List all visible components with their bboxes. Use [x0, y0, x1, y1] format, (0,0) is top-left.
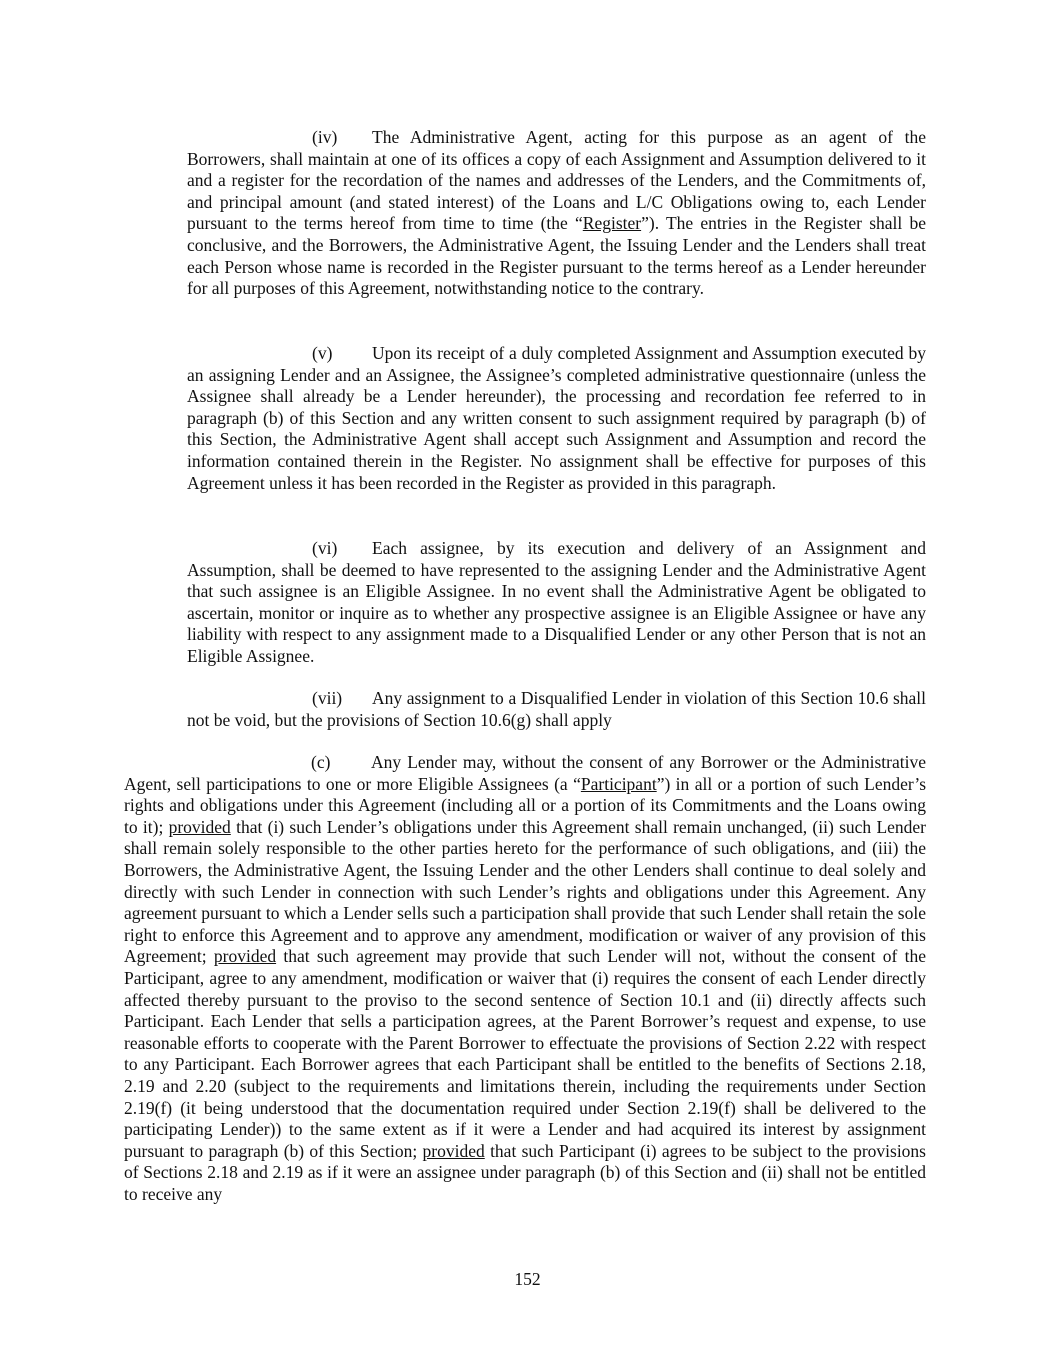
paragraph-vi-text: Each assignee, by its execution and delivery of an Assignment and Assumption, shall be deemed to have represented to the assigning Lender and the Administrative Agent that such assignee is an Eligible Assignee. In no event shall the Administrative Agent be obligated to ascertain, monitor or inquire as to whether any prospective assignee is an Eligible Assignee or have any liability with respect to any assignment made to a Disqualified Lender or any other Person that is not an Eligible Assignee. — [187, 538, 926, 666]
paragraph-vii-text: Any assignment to a Disqualified Lender in violation of this Section 10.6 shall not be void, but the provisions of Section 10.6(g) shall apply — [187, 688, 926, 730]
provided-term: provided — [422, 1140, 485, 1161]
paragraph-marker-v: (v) — [312, 343, 333, 363]
paragraph-c-text-4: that such agreement may provide that such Lender will not, without the consent of the Participant, agree to any amendment, modification or waiver that (i) requires the consent of each Lender directly affected thereby pursuant to the proviso to the second sentence of Section 10.1 and (ii) directly affects such Participant. Each Lender that sells a participation agrees, at the Parent Borrower’s request and expense, to use reasonable efforts to cooperate with the Parent Borrower to effectuate the provisions of Section 2.22 with respect to any Participant. Each Borrower agrees that each Participant shall be entitled to the benefits of Sections 2.18, 2.19 and 2.20 (subject to the requirements and limitations therein, including the requirements under Section 2.19(f) (it being understood that the documentation required under Section 2.19(f) shall be delivered to the participating Lender)) to the same extent as if it were a Lender and had acquired its interest by assignment pursuant to paragraph (b) of this Section; — [124, 946, 926, 1161]
paragraph-marker-vi: (vi) — [312, 538, 338, 558]
paragraph-marker-iv: (iv) — [312, 127, 338, 147]
paragraph-c-text-5: that such Participant (i) agrees to be subject to the provisions of Sections 2.18 and 2.19 as if it were an assignee under paragraph (b) of this Section and (ii) shall not be entitled to receive any — [124, 1140, 926, 1204]
defined-term-participant: Participant — [580, 773, 657, 794]
paragraph-marker-c: (c) — [311, 752, 331, 772]
paragraph-marker-vii: (vii) — [312, 688, 343, 708]
paragraph-v-text: Upon its receipt of a duly completed Assignment and Assumption executed by an assigning Lender and an Assignee, the Assignee’s completed administrative questionnaire (unless the Assignee shall already be a Lender hereunder), the processing and recordation fee referred to in paragraph (b) of this Section and any written consent to such assignment required by paragraph (b) of this Section, the Administrative Agent shall accept such Assignment and Assumption and record the information contained therein in the Register. No assignment shall be effective for purposes of this Agreement unless it has been recorded in the Register as provided in this paragraph. — [187, 343, 926, 493]
page-number: 152 — [514, 1269, 541, 1289]
paragraph-iv — [187, 127, 926, 300]
defined-term-register: Register — [582, 213, 642, 234]
paragraph-c — [124, 752, 926, 1205]
paragraph-iv-text-1: The Administrative Agent, acting for this purpose as an agent of the Borrowers, shall maintain at one of its offices a copy of each Assignment and Assumption delivered to it and a register for the recordation of the names and addresses of the Lenders, and the Commitments of, and principal amount (and stated interest) of the Loans and L/C Obligations owing to, each Lender pursuant to the terms hereof from time to time (the “ — [187, 127, 926, 234]
provided-term: provided — [213, 946, 277, 967]
paragraph-vi — [187, 538, 926, 668]
paragraph-iv-text-2: ”). The entries in the Register shall be conclusive, and the Borrowers, the Administrative Agent, the Issuing Lender and the Lenders shall treat each Person whose name is recorded in the Register pursuant to the terms hereof as a Lender hereunder for all purposes of this Agreement, notwithstanding notice to the contrary. — [187, 213, 926, 299]
paragraph-c-text-1: Any Lender may, without the consent of any Borrower or the Administrative Agent, sell participations to one or more Eligible Assignees (a “ — [124, 752, 926, 794]
provided-term: provided — [168, 816, 231, 837]
paragraph-c-text-2: ”) in all or a portion of such Lender’s rights and obligations under this Agreement (including all or a portion of its Commitments and the Loans owing to it); — [124, 773, 926, 837]
paragraph-c-text-3: that (i) such Lender’s obligations under this Agreement shall remain unchanged, (ii) such Lender shall remain solely responsible to the other parties hereto for the performance of such obligations, and (iii) the Borrowers, the Administrative Agent, the Issuing Lender and the other Lenders shall continue to deal solely and directly with such Lender in connection with such Lender’s rights and obligations under this Agreement. Any agreement pursuant to which a Lender sells such a participation shall provide that such Lender shall retain the sole right to enforce this Agreement and to approve any amendment, modification or waiver of any provision of this Agreement; — [124, 816, 926, 967]
paragraph-v — [187, 343, 926, 494]
paragraph-vii — [187, 688, 926, 731]
